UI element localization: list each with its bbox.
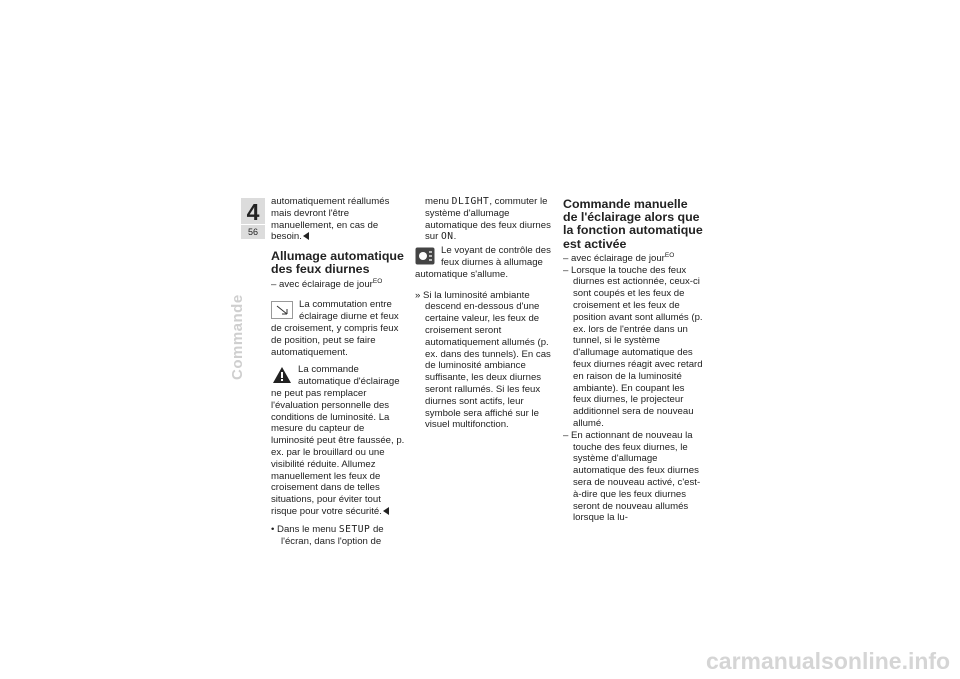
warning-icon (272, 366, 292, 384)
column-2 (415, 196, 551, 431)
section-heading: Allumage automatique des feux diurnes (271, 249, 404, 277)
paragraph: automatiquement réallumés mais devront l'être manuellement, en cas de besoin. (271, 196, 390, 243)
column-1 (271, 196, 407, 547)
end-mark-icon (383, 507, 389, 515)
dash-item: – Lorsque la touche des feux diurnes est actionnée, ceux-ci sont coupés et les feux de croisement et les feux de position avant sont allumés (p. ex. lors de l'entrée dans un tunnel, si le système d'allumage automatique des feux diurnes réagit avec retard en raison de la luminosité ambiante). En coupant les feux diurnes, le projecteur additionnel sera de nouveau allumé. (563, 264, 703, 429)
bullet-item: • Dans le menu SETUP de l'écran, dans l'option de (271, 523, 384, 547)
paragraph: menu DLIGHT, commuter le système d'allumage automatique des feux diurnes sur ON. (425, 196, 551, 243)
info-arrow-icon (271, 301, 293, 319)
equipment-note: – avec éclairage de jour$^{EO}$ (563, 251, 675, 264)
page-number: 56 (241, 225, 265, 239)
dash-item: – En actionnant de nouveau la touche des feux diurnes, le système d'allumage automatique des feux diurnes sera de nouveau activé, c'est-à-dire que les feux diurnes seront de nouveau allumés lorsque la lu- (563, 429, 701, 524)
section-label: Commande (229, 294, 246, 380)
warning-note: La commande automatique d'éclairage ne peut pas remplacer l'évaluation personnelle des conditions de luminosité. La mesure du capteur de luminosité peut être faussée, p. ex. par le brouillard ou une visibilité réduite. Allumez manuellement les feux de croisement dans de telles situations, pour éviter tout risque pour votre sécurité. (271, 364, 405, 517)
indicator-note: Le voyant de contrôle des feux diurnes à allumage automatique s'allume. (415, 245, 551, 280)
info-note: La commutation entre éclairage diurne et feux de croisement, y compris feux de position, peut se faire automatiquement. (271, 299, 399, 358)
equipment-note: – avec éclairage de jour$^{EO}$ (271, 277, 383, 290)
end-mark-icon (303, 232, 309, 240)
daylight-indicator-icon (415, 247, 435, 265)
watermark: carmanualsonline.info (706, 648, 951, 674)
result-item: » Si la luminosité ambiante descend en-dessous d'une certaine valeur, les feux de croisement seront automatiquement allumés (p. ex. dans des tunnels). En cas de luminosité ambiance suffisante, les deux diurnes seront rallumés. Si les feux diurnes sont actifs, leur symbole sera affiché sur le visuel multifonction. (415, 289, 551, 431)
column-3 (563, 196, 703, 524)
chapter-number: 4 (246, 199, 260, 225)
section-heading: Commande manuelle de l'éclairage alors que la fonction automatique est activée (563, 197, 703, 251)
